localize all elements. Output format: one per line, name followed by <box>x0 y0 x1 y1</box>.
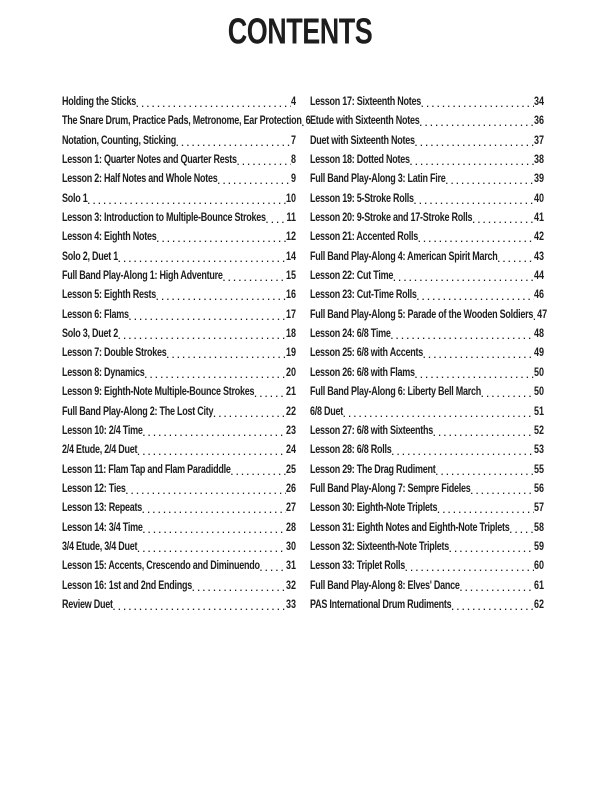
toc-page-number: 56 <box>533 481 544 495</box>
leader-dots <box>223 269 286 288</box>
page-title: CONTENTS <box>227 11 373 52</box>
toc-entry-title: 3/4 Etude, 3/4 Duet <box>62 539 138 553</box>
toc-entry-title: Full Band Play-Along 8: Elves' Dance <box>310 577 460 591</box>
leader-dots <box>237 153 291 172</box>
leader-dots <box>266 211 287 230</box>
toc-entry-title: Lesson 20: 9-Stroke and 17-Stroke Rolls <box>310 210 473 224</box>
toc-entry-title: Lesson 14: 3/4 Time <box>62 519 143 533</box>
toc-entry-title: Solo 3, Duet 2 <box>62 326 119 340</box>
toc-page-number: 20 <box>285 365 296 379</box>
toc-page-number: 50 <box>533 384 544 398</box>
toc-entry-title: Lesson 25: 6/8 with Accents <box>310 345 423 359</box>
toc-page-number: 37 <box>533 133 544 147</box>
leader-dots <box>446 172 534 191</box>
toc-page-number: 36 <box>533 113 544 127</box>
toc-entry-title: Lesson 8: Dynamics <box>62 365 145 379</box>
toc-page-number: 53 <box>533 442 544 456</box>
toc-entry-title: Solo 1 <box>62 191 88 205</box>
toc-page-number: 58 <box>533 519 544 533</box>
leader-dots <box>423 346 534 365</box>
leader-dots <box>481 385 534 404</box>
toc-entry-title: Lesson 4: Eighth Notes <box>62 229 157 243</box>
leader-dots <box>510 521 534 540</box>
leader-dots <box>231 463 286 482</box>
toc-page-number: 55 <box>533 461 544 475</box>
toc-entry-title: Lesson 26: 6/8 with Flams <box>310 365 415 379</box>
leader-dots <box>213 405 286 424</box>
toc-entry-title: Lesson 31: Eighth Notes and Eighth-Note Triplets <box>310 519 510 533</box>
toc-entry-title: Lesson 5: Eighth Rests <box>62 287 157 301</box>
toc-column-left <box>62 94 311 617</box>
toc-entry-title: Lesson 27: 6/8 with Sixteenths <box>310 423 434 437</box>
toc-entry-title: Full Band Play-Along 3: Latin Fire <box>310 171 446 185</box>
toc-page-number: 30 <box>285 539 296 553</box>
toc-page-number: 25 <box>285 461 296 475</box>
toc-entry-title: 6/8 Duet <box>310 403 344 417</box>
leader-dots <box>167 346 286 365</box>
toc-page-number: 59 <box>533 539 544 553</box>
leader-dots <box>433 424 534 443</box>
toc-page-number: 50 <box>533 365 544 379</box>
toc-page-number: 51 <box>533 403 544 417</box>
toc-entry-title: Lesson 29: The Drag Rudiment <box>310 461 436 475</box>
toc-page-number: 28 <box>285 519 296 533</box>
toc-entry-title: Lesson 21: Accented Rolls <box>310 229 418 243</box>
toc-page-number: 52 <box>533 423 544 437</box>
toc-entry-title: Full Band Play-Along 2: The Lost City <box>62 403 214 417</box>
toc-entry-title: Lesson 2: Half Notes and Whole Notes <box>62 171 218 185</box>
toc-row <box>62 172 296 191</box>
toc-page-number: 32 <box>285 577 296 591</box>
toc-entry-title: Lesson 15: Accents, Crescendo and Diminuendo <box>62 558 260 572</box>
toc-page-number: 15 <box>285 268 296 282</box>
toc-page-number: 18 <box>285 326 296 340</box>
toc-entry-title: PAS International Drum Rudiments <box>310 597 452 611</box>
toc-row <box>310 598 544 617</box>
toc-entry-title: Lesson 18: Dotted Notes <box>310 152 410 166</box>
toc-page-number: 40 <box>533 191 544 205</box>
leader-dots <box>420 114 534 133</box>
toc-entry-title: Lesson 12: Ties <box>62 481 126 495</box>
toc-entry-title: Full Band Play-Along 5: Parade of the Wooden Soldiers <box>310 307 534 321</box>
leader-dots <box>192 579 286 598</box>
toc-entry-title: Lesson 28: 6/8 Rolls <box>310 442 392 456</box>
toc-page-number: 7 <box>290 133 296 147</box>
toc-page-number: 17 <box>285 307 296 321</box>
toc-page-number: 27 <box>285 500 296 514</box>
leader-dots <box>460 579 534 598</box>
toc-page-number: 9 <box>290 171 296 185</box>
toc-entry-title: Lesson 1: Quarter Notes and Quarter Rests <box>62 152 237 166</box>
table-of-contents <box>62 94 548 617</box>
toc-page-number: 11 <box>286 210 296 224</box>
toc-page-number: 46 <box>533 287 544 301</box>
toc-entry-title: The Snare Drum, Practice Pads, Metronome, Ear Protection <box>62 113 302 127</box>
toc-column-right <box>310 94 548 617</box>
toc-entry-title: 2/4 Etude, 2/4 Duet <box>62 442 138 456</box>
toc-page-number: 14 <box>285 249 296 263</box>
toc-entry-title: Lesson 10: 2/4 Time <box>62 423 143 437</box>
toc-page-number: 12 <box>285 229 296 243</box>
leader-dots <box>471 482 534 501</box>
leader-dots <box>157 230 286 249</box>
toc-entry-title: Lesson 22: Cut Time <box>310 268 394 282</box>
toc-page-number: 42 <box>533 229 544 243</box>
toc-entry-title: Lesson 33: Triplet Rolls <box>310 558 406 572</box>
toc-page-number: 34 <box>533 94 544 108</box>
toc-page-number: 48 <box>533 326 544 340</box>
leader-dots <box>497 250 534 269</box>
leader-dots <box>449 540 534 559</box>
toc-page-number: 47 <box>537 307 548 321</box>
toc-entry-title: Review Duet <box>62 597 113 611</box>
toc-entry-title: Full Band Play-Along 1: High Adventure <box>62 268 223 282</box>
leader-dots <box>421 95 534 114</box>
leader-dots <box>472 211 534 230</box>
toc-page-number: 19 <box>285 345 296 359</box>
toc-page-number: 31 <box>285 558 296 572</box>
toc-entry-title: Lesson 19: 5-Stroke Rolls <box>310 191 414 205</box>
toc-page-number: 22 <box>285 403 296 417</box>
leader-dots <box>254 385 286 404</box>
toc-page-number: 44 <box>533 268 544 282</box>
leader-dots <box>113 598 286 617</box>
toc-page-number: 16 <box>285 287 296 301</box>
toc-page-number: 8 <box>290 152 296 166</box>
toc-page-number: 60 <box>533 558 544 572</box>
toc-entry-title: Lesson 9: Eighth-Note Multiple-Bounce Strokes <box>62 384 255 398</box>
toc-entry-title: Lesson 3: Introduction to Multiple-Bounce Strokes <box>62 210 266 224</box>
toc-entry-title: Lesson 32: Sixteenth-Note Triplets <box>310 539 450 553</box>
toc-page-number: 62 <box>533 597 544 611</box>
toc-entry-title: Notation, Counting, Sticking <box>62 133 176 147</box>
toc-page-number: 21 <box>285 384 296 398</box>
leader-dots <box>415 134 534 153</box>
toc-entry-title: Full Band Play-Along 6: Liberty Bell March <box>310 384 482 398</box>
toc-page-number: 23 <box>285 423 296 437</box>
toc-entry-title: Solo 2, Duet 1 <box>62 249 119 263</box>
toc-page-number: 39 <box>533 171 544 185</box>
toc-entry-title: Lesson 11: Flam Tap and Flam Paradiddle <box>62 461 231 475</box>
toc-page-number: 33 <box>285 597 296 611</box>
toc-page-number: 49 <box>533 345 544 359</box>
leader-dots <box>156 288 286 307</box>
toc-page-number: 41 <box>533 210 544 224</box>
toc-entry-title: Lesson 7: Double Strokes <box>62 345 167 359</box>
toc-page-number: 61 <box>533 577 544 591</box>
toc-entry-title: Lesson 6: Flams <box>62 307 129 321</box>
toc-entry-title: Lesson 24: 6/8 Time <box>310 326 391 340</box>
toc-entry-title: Holding the Sticks <box>62 94 137 108</box>
leader-dots <box>126 482 286 501</box>
toc-page-number: 10 <box>285 191 296 205</box>
leader-dots <box>218 172 291 191</box>
leader-dots <box>260 559 286 578</box>
toc-entry-title: Lesson 13: Repeats <box>62 500 143 514</box>
leader-dots <box>451 598 534 617</box>
toc-page-number: 57 <box>533 500 544 514</box>
toc-row <box>62 598 296 617</box>
toc-entry-title: Lesson 23: Cut-Time Rolls <box>310 287 417 301</box>
toc-page-number: 38 <box>533 152 544 166</box>
leader-dots <box>142 501 286 520</box>
leader-dots <box>129 308 286 327</box>
toc-page-number: 26 <box>285 481 296 495</box>
toc-entry-title: Full Band Play-Along 4: American Spirit March <box>310 249 498 263</box>
toc-entry-title: Duet with Sixteenth Notes <box>310 133 415 147</box>
leader-dots <box>143 521 286 540</box>
toc-entry-title: Etude with Sixteenth Notes <box>310 113 420 127</box>
toc-row <box>310 385 544 404</box>
toc-entry-title: Lesson 30: Eighth-Note Triplets <box>310 500 438 514</box>
page-header <box>0 11 600 53</box>
toc-page-number: 24 <box>285 442 296 456</box>
toc-page-number: 43 <box>533 249 544 263</box>
toc-entry-title: Lesson 17: Sixteenth Notes <box>310 94 422 108</box>
leader-dots <box>143 424 286 443</box>
toc-page-number: 6 <box>305 113 311 127</box>
toc-entry-title: Full Band Play-Along 7: Sempre Fideles <box>310 481 471 495</box>
toc-page-number: 4 <box>290 94 296 108</box>
toc-entry-title: Lesson 16: 1st and 2nd Endings <box>62 577 193 591</box>
